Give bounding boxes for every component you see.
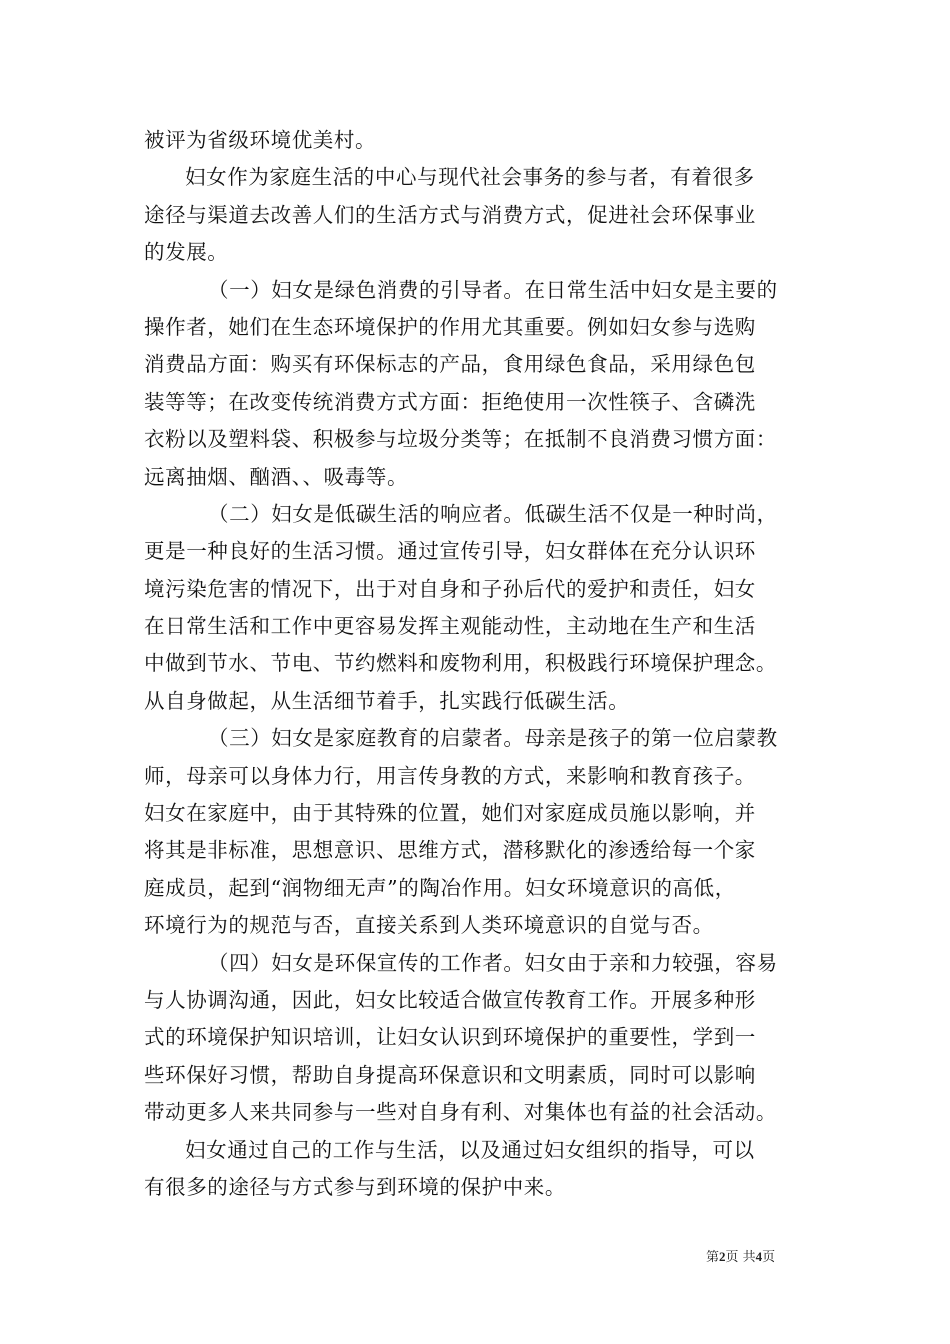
text-line: 的发展。 <box>144 240 229 265</box>
text-line: （四）妇女是环保宣传的工作者。妇女由于亲和力较强，容易 <box>208 950 778 975</box>
page-number-footer <box>706 1248 775 1267</box>
text-line: 妇女在家庭中，由于其特殊的位置，她们对家庭成员施以影响，并 <box>144 801 756 826</box>
document-body <box>144 122 820 1206</box>
text-line: 环境行为的规范与否，直接关系到人类环境意识的自觉与否。 <box>144 913 714 938</box>
text-line: 被评为省级环境优美村。 <box>144 128 377 152</box>
text-line: 将其是非标准，思想意识、思维方式，潜移默化的渗透给每一个家 <box>144 838 756 863</box>
text-line: 境污染危害的情况下，出于对自身和子孙后代的爱护和责任，妇女 <box>144 576 756 601</box>
text-line: 妇女作为家庭生活的中心与现代社会事务的参与者，有着很多 <box>185 165 755 190</box>
paragraph-conclusion <box>144 1132 820 1207</box>
current-page-number: 2 <box>719 1249 726 1264</box>
text-line: 消费品方面：购买有环保标志的产品，食用绿色食品，采用绿色包 <box>144 352 756 377</box>
text-line: 在日常生活和工作中更容易发挥主观能动性，主动地在生产和生活 <box>144 614 756 639</box>
paragraph-section-2 <box>144 496 820 720</box>
footer-prefix: 第 <box>706 1250 720 1265</box>
text-line: 些环保好习惯，帮助自身提高环保意识和文明素质，同时可以影响 <box>144 1062 756 1087</box>
text-line: 从自身做起，从生活细节着手，扎实践行低碳生活。 <box>144 688 630 713</box>
paragraph-continuation <box>144 122 820 159</box>
text-line: 有很多的途径与方式参与到环境的保护中来。 <box>144 1174 566 1199</box>
footer-suffix: 页 <box>762 1250 776 1265</box>
text-line: 中做到节水、节电、节约燃料和废物利用，积极践行环境保护理念。 <box>144 651 777 676</box>
total-pages-number: 4 <box>755 1249 763 1264</box>
text-line: （三）妇女是家庭教育的启蒙者。母亲是孩子的第一位启蒙教 <box>208 726 778 751</box>
text-line: 途径与渠道去改善人们的生活方式与消费方式，促进社会环保事业 <box>144 202 756 227</box>
text-line: 师，母亲可以身体力行，用言传身教的方式，来影响和教育孩子。 <box>144 763 756 788</box>
text-line: （二）妇女是低碳生活的响应者。低碳生活不仅是一种时尚， <box>208 501 778 526</box>
text-line: 式的环境保护知识培训，让妇女认识到环境保护的重要性，学到一 <box>144 1025 756 1050</box>
text-line: 更是一种良好的生活习惯。通过宣传引导，妇女群体在充分认识环 <box>144 539 756 564</box>
paragraph-section-1 <box>144 272 820 496</box>
text-line: 妇女通过自己的工作与生活，以及通过妇女组织的指导，可以 <box>185 1137 755 1162</box>
text-line: 远离抽烟、酗酒、、吸毒等。 <box>144 464 409 489</box>
text-line: 与人协调沟通，因此，妇女比较适合做宣传教育工作。开展多种形 <box>144 987 756 1012</box>
text-line: 装等等；在改变传统消费方式方面：拒绝使用一次性筷子、含磷洗 <box>144 389 756 414</box>
text-line: 带动更多人来共同参与一些对自身有利、对集体也有益的社会活动。 <box>144 1100 777 1125</box>
footer-middle: 页 共 <box>725 1250 756 1265</box>
paragraph-section-4 <box>144 945 820 1132</box>
text-line: 庭成员，起到“润物细无声”的陶冶作用。妇女环境意识的高低， <box>144 875 736 900</box>
paragraph-intro <box>144 159 820 271</box>
text-line: （一）妇女是绿色消费的引导者。在日常生活中妇女是主要的 <box>208 277 778 302</box>
text-line: 衣粉以及塑料袋、积极参与垃圾分类等；在抵制不良消费习惯方面： <box>144 427 777 452</box>
text-line: 操作者，她们在生态环境保护的作用尤其重要。例如妇女参与选购 <box>144 314 756 339</box>
paragraph-section-3 <box>144 720 820 944</box>
